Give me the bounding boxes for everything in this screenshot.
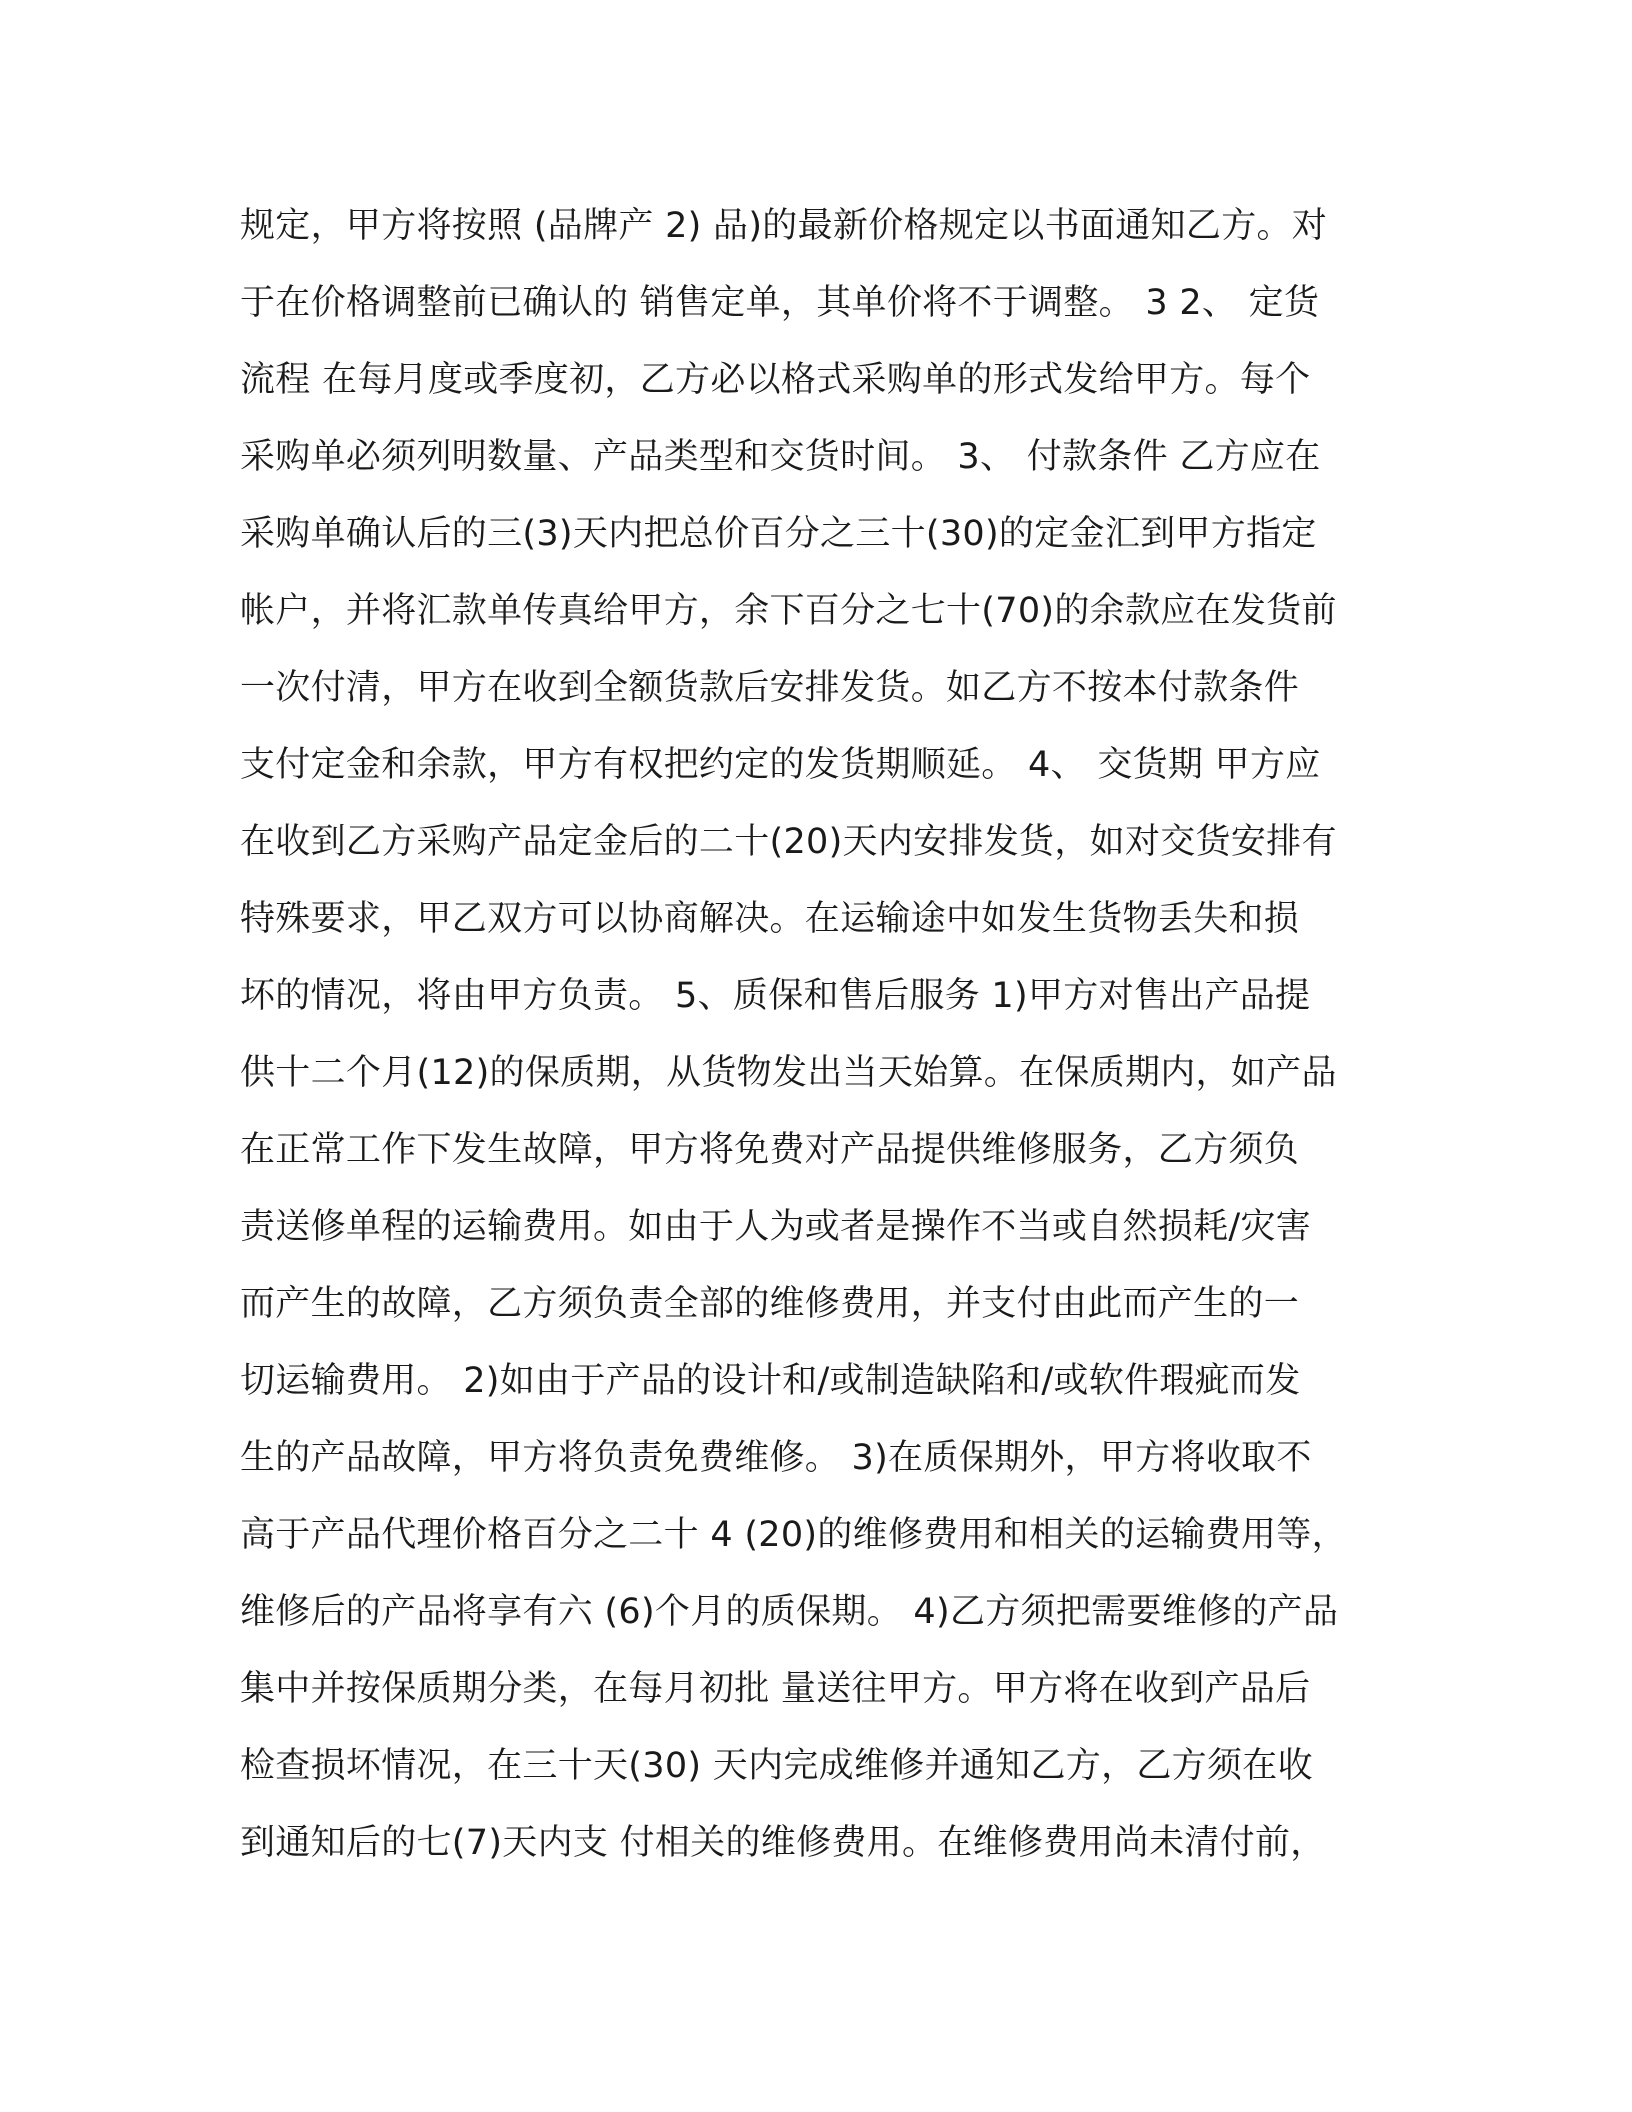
body-text	[240, 188, 1400, 1882]
text-line: 坏的情况，将由甲方负责。 5、质保和售后服务 1)甲方对售出产品提	[240, 976, 1311, 1016]
text-line: 在正常工作下发生故障，甲方将免费对产品提供维修服务，乙方须负	[240, 1130, 1300, 1170]
text-line: 到通知后的七(7)天内支 付相关的维修费用。在维修费用尚未清付前，	[240, 1823, 1326, 1863]
text-line: 支付定金和余款，甲方有权把约定的发货期顺延。 4、 交货期 甲方应	[240, 745, 1321, 785]
text-line: 于在价格调整前已确认的 销售定单，其单价将不于调整。 3 2、 定货	[240, 283, 1320, 323]
text-line: 供十二个月(12)的保质期，从货物发出当天始算。在保质期内，如产品	[240, 1053, 1337, 1093]
text-line: 帐户，并将汇款单传真给甲方，余下百分之七十(70)的余款应在发货前	[240, 591, 1337, 631]
text-line: 采购单必须列明数量、产品类型和交货时间。 3、 付款条件 乙方应在	[240, 437, 1321, 477]
text-line: 生的产品故障，甲方将负责免费维修。 3)在质保期外，甲方将收取不	[240, 1438, 1312, 1478]
text-line: 责送修单程的运输费用。如由于人为或者是操作不当或自然损耗/灾害	[240, 1207, 1312, 1247]
text-line: 采购单确认后的三(3)天内把总价百分之三十(30)的定金汇到甲方指定	[240, 514, 1317, 554]
text-line: 特殊要求，甲乙双方可以协商解决。在运输途中如发生货物丢失和损	[240, 899, 1300, 939]
text-line: 一次付清，甲方在收到全额货款后安排发货。如乙方不按本付款条件	[240, 668, 1300, 708]
text-line: 集中并按保质期分类，在每月初批 量送往甲方。甲方将在收到产品后	[240, 1669, 1311, 1709]
text-line: 切运输费用。 2)如由于产品的设计和/或制造缺陷和/或软件瑕疵而发	[240, 1361, 1301, 1401]
text-line: 而产生的故障，乙方须负责全部的维修费用，并支付由此而产生的一	[240, 1284, 1300, 1324]
text-line: 规定，甲方将按照 (品牌产 2) 品)的最新价格规定以书面通知乙方。对	[240, 206, 1328, 246]
text-line: 高于产品代理价格百分之二十 4 (20)的维修费用和相关的运输费用等，	[240, 1515, 1347, 1555]
text-line: 维修后的产品将享有六 (6)个月的质保期。 4)乙方须把需要维修的产品	[240, 1592, 1339, 1632]
text-line: 在收到乙方采购产品定金后的二十(20)天内安排发货，如对交货安排有	[240, 822, 1337, 862]
text-line: 检查损坏情况，在三十天(30) 天内完成维修并通知乙方，乙方须在收	[240, 1746, 1313, 1786]
text-line: 流程 在每月度或季度初，乙方必以格式采购单的形式发给甲方。每个	[240, 360, 1311, 400]
